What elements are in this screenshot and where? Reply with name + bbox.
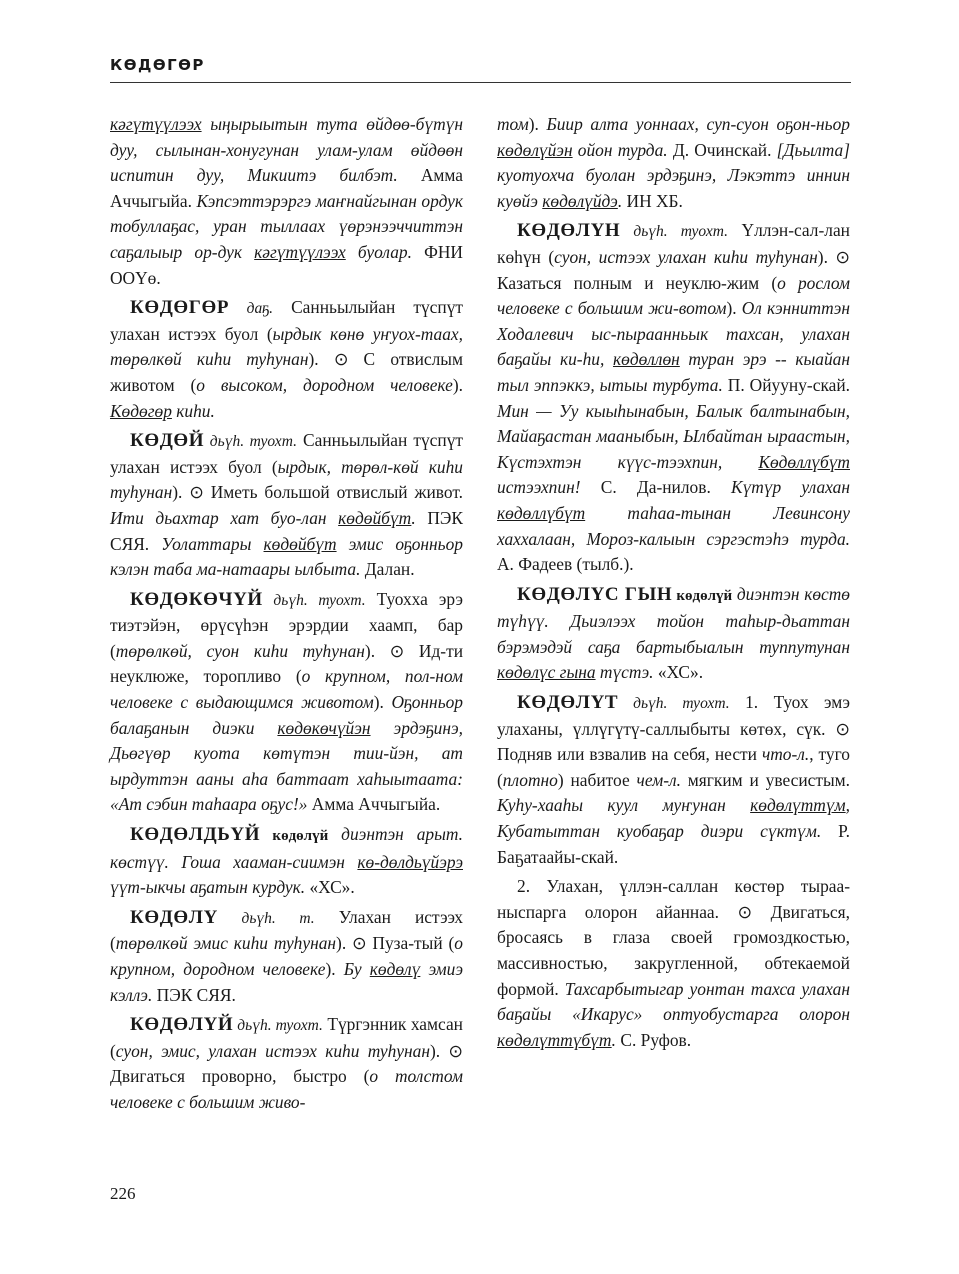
example-word: кәгүтүүлээх (110, 114, 202, 134)
grammar-label: дьүһ. туохт. (618, 695, 730, 713)
example-text: ойон турда. (572, 139, 668, 160)
example-word: көдөйбүт (263, 533, 337, 554)
translation: ). ⊙ Иметь большой отвислый живот. (172, 482, 463, 503)
headword: КӨДӨЛҮН (517, 220, 621, 242)
definition-note: төрөлкөй эмис киһи туһунан (115, 933, 337, 954)
example-word: көдөлүйдэ (542, 190, 618, 211)
example-word: көдөллөн (612, 349, 680, 370)
source: С. Да-нилов. (580, 477, 732, 498)
running-head: КӨДӨГӨР (110, 56, 205, 74)
translation: , туго ( (497, 744, 851, 790)
example-text: Ити дьахтар хат буо-лан (110, 507, 339, 528)
translation-note: что-л. (761, 744, 810, 765)
example-text: . (611, 1029, 616, 1050)
example-text: Уолаттары (161, 533, 264, 554)
source: «ХС». (305, 877, 355, 898)
example-text: Тахсарбытыгар уонтан тахса улахан баҕайы «Икарус» оптуобустарга олорон (497, 978, 850, 1025)
example-word: көдөкөчүйэн (277, 717, 371, 738)
example-text: Куһу-хааһы куул муҥунан (497, 795, 751, 816)
translation-note: плотно (502, 769, 558, 790)
definition-note: диэнтэн көстө түһүү. (497, 583, 851, 632)
entry-kodolun (497, 218, 850, 577)
headword: КӨДӨЛҮЙ (130, 1014, 234, 1036)
example-word: кө-дөлдьүйэрэ (357, 851, 463, 872)
example-text: [Дьылта] куотуохча буолан эрдэҕинэ, Лэкэттэ иннин куөйэ (497, 139, 850, 211)
example-word: кәгүтүүлээх (254, 241, 346, 262)
translation: ). ⊙ Ид-ти неуклюже, торопливо ( (110, 640, 464, 687)
translation-note: о крупном, пол-ном человеке с выдающимся животом (110, 666, 463, 713)
example-word: көдөйбүт (338, 507, 412, 528)
example-text: истээхпин! (497, 477, 581, 498)
translation-note: о толстом человеке с большим живо- (110, 1066, 463, 1112)
source: ИН ХБ. (622, 190, 683, 211)
headword: КӨДӨЙ (130, 430, 205, 452)
continuation-paragraph (497, 112, 850, 214)
example-text: түстэ. (595, 662, 654, 683)
grammar-label: дьүһ. туохт. (262, 591, 366, 609)
example-word: көдөллүбүт (497, 502, 586, 523)
source: Р. Баҕатаайы-скай. (497, 821, 850, 867)
headword: КӨДӨГӨР (130, 297, 230, 319)
example-text: эмиэ кэллэ. (110, 959, 463, 1005)
definition: Улахан истээх ( (110, 906, 464, 954)
definition: Түргэнник хамсан ( (110, 1014, 463, 1061)
translation-note: том (497, 114, 529, 134)
example-text: Оҕонньор балаҕанын диэки (110, 692, 463, 738)
translation-note: о крупном, дородном человеке (110, 933, 463, 979)
source: ПЭК СЯЯ. (152, 984, 236, 1005)
example-text: Бу (343, 959, 370, 979)
definition: 2. Улахан, үллэн-саллан көстөр тыраа-ныспарга олорон айаннаа. ⊙ Двигаться, бросаясь в глаза своей громоздкостью, массивностью, закругленной, обтекаемой формой. (497, 876, 850, 999)
reference-word: көдөлүй (260, 828, 329, 845)
translation-note: о рослом человеке с большим жи-вотом (497, 272, 850, 319)
definition-note: төрөлкөй, суон киһи туһунан (115, 640, 365, 661)
definition: Санньылыйан түспүт улахан истээх буол ( (110, 297, 463, 344)
example-word: көдөлү (369, 959, 421, 979)
example-text: таһаа-тынан Левинсону хаххалаан, Мороз-калыын сэргэстэһэ турда. (497, 502, 850, 549)
entry-kodolut (497, 690, 850, 870)
entry-kodoldyuy (110, 822, 463, 901)
source: ФНИ ООҮө. (110, 241, 463, 288)
definition: 1. Туох эмэ улаханы, үллүгүтү-саллыбыты көтөх, сүк. ⊙ Подняв или взвалив на себя, нести (497, 692, 850, 765)
definition-note: суон, эмис, улахан истээх киһи туһунан (115, 1040, 430, 1061)
example-text: Ол кэнниттэн Ходалевич ыс-пыраанньык тахсан, улахан баҕайы ки-һи, (497, 298, 850, 370)
translation: мягким и увесистым. (680, 769, 850, 790)
example-text: Биир алта уоннаах, суп-суон оҕон-ньор (546, 114, 850, 134)
definition-note: ырдык, төрөл-көй киһи туһунан (110, 456, 463, 503)
page-header (110, 54, 851, 83)
entry-kodoluy (110, 1012, 463, 1115)
translation: ). ⊙ Казаться полным и неуклю-жим ( (497, 246, 851, 293)
source: «ХС». (653, 662, 704, 683)
definition-note: диэнтэн арыт. көстүү. (110, 824, 464, 872)
translation: ). (452, 374, 463, 395)
translation: ) набитое (557, 769, 637, 790)
translation: ). ⊙ С отвислым животом ( (110, 349, 463, 395)
example-word: көдөлүттүм (750, 795, 846, 816)
source: С. Руфов. (616, 1029, 692, 1050)
headword: КӨДӨЛҮТ (517, 692, 619, 714)
grammar-label: дьүһ. т. (217, 909, 315, 927)
entry-kodokochuy (110, 587, 463, 818)
example-text: , Кубатыттан куобаҕар диэри сүктүм. (497, 795, 850, 842)
left-column (110, 112, 463, 1120)
entry-kodolu (110, 905, 463, 1008)
example-text: Мин — Уу кыыһынабын, Балык балтынабын, Майаҕастан мааныбын, Ылбайтан ыраастын, Күстэхтэн күүс-тээхпин, (497, 400, 850, 472)
translation: ). (726, 298, 742, 319)
translation: ). ⊙ Двигаться проворно, быстро ( (110, 1040, 463, 1087)
example-text: ыңырыытын тута өйдөө-бүтүн дуу, сылынан-хонугунан улам-улам өйдөөн испитин дуу, Микиитэ билбэт. (110, 114, 463, 186)
example-text: . (617, 190, 623, 211)
definition-note: ырдык көнө уҥуох-таах, төрөлкөй киһи туһунан (110, 323, 463, 370)
source: Далан. (360, 559, 415, 580)
headword: КӨДӨЛҮ (130, 906, 218, 928)
definition: Үллэн-сал-лан көһүн ( (497, 220, 850, 267)
translation-note: о высоком, дородном человеке (196, 374, 453, 395)
headword: КӨДӨЛҮС ГЫН (517, 583, 673, 605)
entry-kodolut-sense-2 (497, 874, 850, 1053)
source: Д. Очинскай. (667, 139, 777, 160)
grammar-label: дьүһ. туохт. (620, 223, 728, 241)
example-text: Күтүр улахан (731, 477, 850, 498)
example-word: Көдөгөр (110, 400, 172, 421)
entry-kodogor (110, 295, 463, 424)
translation: ). (528, 114, 547, 134)
entry-kodoy (110, 428, 463, 583)
translation: ). (325, 959, 344, 979)
definition: Санньылыйан түспүт улахан истээх буол ( (110, 430, 463, 477)
grammar-label: дьүһ. туохт. (233, 1017, 323, 1035)
grammar-label: даҕ. (229, 300, 274, 318)
example-word: көдөлүйэн (497, 139, 573, 160)
source: ПЭК СЯЯ. (110, 507, 463, 554)
example-text: туран эрэ -- кыайан тыл эппэккэ, ытыы турбута. (497, 349, 850, 395)
headword: КӨДӨЛДЬҮЙ (130, 824, 261, 846)
definition: Туохха эрэ тиэтэйэн, өрүсүһэн эрэрдии хаамп, бар ( (110, 588, 463, 661)
source: А. Фадеев (тылб.). (497, 554, 634, 575)
source: Амма Аччыгыйа. (110, 165, 463, 211)
source: П. Ойууну-скай. (722, 374, 850, 395)
example-text: буолар. (345, 241, 412, 262)
example-text: Дьиэлээх тойон таһыр-дьаттан бэрэмэдэй саҕа бартыбыалын туппутунан (497, 611, 850, 657)
entry-kodolus-gyn (497, 582, 850, 686)
example-word: көдөлүс гына (497, 662, 596, 683)
example-word: Көдөллүбүт (758, 451, 850, 472)
grammar-label: дьүһ. туохт. (204, 433, 297, 451)
example-text: . (411, 507, 416, 528)
example-text: эрдэҕинэ, Дьөгүөр куота көтүтэн тии-йэн, ат ырдуттэн ааны аһа баттаат хаһыытаата: «Ат сэбин таһаара оҕус!» (110, 717, 463, 815)
right-column (497, 112, 850, 1057)
example-word: көдөлүттүбүт (497, 1029, 612, 1050)
reference-word: көдөлүй (672, 587, 733, 604)
page-number: 226 (110, 1184, 136, 1203)
example-text: киһи. (171, 400, 215, 421)
translation-note: чем-л. (636, 769, 681, 790)
example-text: Гоша хааман-сиимэн (181, 851, 358, 872)
translation: ). (373, 692, 392, 713)
example-text: үүт-ыкчы аҕатын курдук. (110, 877, 306, 898)
continuation-paragraph (110, 112, 463, 291)
definition-note: суон, истээх улахан киһи туһунан (554, 246, 818, 267)
example-text: эмис оҕонньор кэлэн таба ма-натаары ылбыта. (110, 533, 463, 580)
headword: КӨДӨКӨЧҮЙ (130, 588, 263, 610)
source: Амма Аччыгыйа. (307, 794, 441, 815)
example-text: Кэпсэттэрэргэ маҥнайгынан ордук тобуллаҕас, уран тыллаах үөрэнээччиттэн саҕалыыр ор-дук (110, 190, 464, 262)
translation: ). ⊙ Пуза-тый ( (336, 933, 455, 954)
